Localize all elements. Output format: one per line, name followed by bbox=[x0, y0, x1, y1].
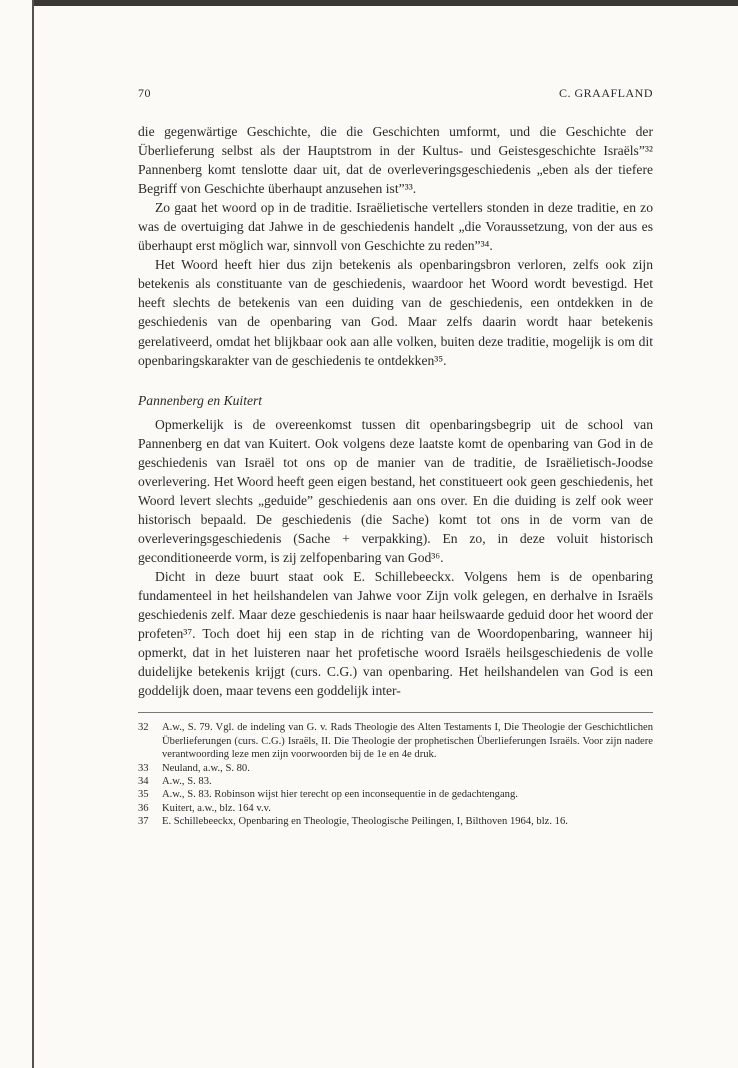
footnote bbox=[138, 721, 653, 761]
footnote bbox=[138, 815, 653, 828]
scan-edge-left bbox=[32, 0, 34, 1068]
footnote bbox=[138, 802, 653, 815]
footnote-text: Kuitert, a.w., blz. 164 v.v. bbox=[162, 802, 271, 814]
footnote-text: A.w., S. 83. bbox=[162, 775, 212, 787]
paragraph: Zo gaat het woord op in de traditie. Israëlietische vertellers stonden in deze traditie, en zo was de overtuiging dat Jahwe in de geschiedenis handelt „die Voraussetzung, von der aus es überhaupt erst möglich war, sinnvoll von Geschichte zu reden”³⁴. bbox=[138, 200, 653, 254]
footnote-number: 37 bbox=[138, 816, 149, 828]
footnote bbox=[138, 762, 653, 775]
footnote-text: A.w., S. 79. Vgl. de indeling van G. v. Rads Theologie des Alten Testaments I, Die Theologie der Geschichtlichen Überlieferungen (curs. C.G.) Israëls, II. Die Theologie der prophetischen Überlieferungen Israëls. Voor zijn nadere verantwoording leze men zijn voorwoorden bij de 1e en 4e druk. bbox=[162, 722, 653, 761]
paragraph: Dicht in deze buurt staat ook E. Schillebeeckx. Volgens hem is de openbaring fundamenteel in het heilshandelen van Jahwe voor Zijn volk gelegen, en derhalve in Israëls geschiedenis zelf. Maar deze geschiedenis is naar haar heilswaarde geduid door het woord der profeten³⁷. Toch doet hij een stap in de richting van de Woordopenbaring, wanneer hij opmerkt, dat in het luisteren naar het profetische woord Israëls heilsgeschiedenis de volle duidelijke betekenis krijgt (curs. C.G.) van openbaring. Het heilshandelen van God is een goddelijk doen, maar tevens een goddelijk inter- bbox=[138, 569, 653, 699]
footnote-text: E. Schillebeeckx, Openbaring en Theologie, Theologische Peilingen, I, Bilthoven 1964, blz. 16. bbox=[162, 816, 568, 828]
footnote-number: 33 bbox=[138, 762, 149, 774]
footnote-number: 35 bbox=[138, 789, 149, 801]
scan-edge-top bbox=[34, 0, 738, 6]
footnote-number: 32 bbox=[138, 722, 149, 734]
paragraph: die gegenwärtige Geschichte, die die Geschichten umformt, und die Geschichte der Überlieferung selbst als der Hauptstrom in der Kultus- und Geistesgeschichte Israëls”³² Pannenberg komt tenslotte daar uit, dat de overleveringsgeschiedenis „eben als der tiefere Begriff von Geschichte überhaupt anzusehen ist”³³. bbox=[138, 124, 653, 197]
footnotes bbox=[138, 721, 653, 828]
footnote-text: Neuland, a.w., S. 80. bbox=[162, 762, 250, 774]
body-text bbox=[138, 122, 653, 700]
footnote bbox=[138, 788, 653, 801]
footnote-text: A.w., S. 83. Robinson wijst hier terecht op een inconsequentie in de gedachtengang. bbox=[162, 789, 518, 801]
running-head-author: C. GRAAFLAND bbox=[558, 86, 653, 100]
page-number: 70 bbox=[138, 86, 151, 100]
book-page bbox=[138, 86, 653, 829]
footnote-number: 34 bbox=[138, 775, 149, 787]
footnote-rule bbox=[138, 712, 653, 713]
section-heading: Pannenberg en Kuitert bbox=[138, 392, 263, 408]
footnote-number: 36 bbox=[138, 802, 149, 814]
paragraph: Opmerkelijk is de overeenkomst tussen dit openbaringsbegrip uit de school van Pannenberg en dat van Kuitert. Ook volgens deze laatste komt de openbaring van God in de geschiedenis van Israël tot ons op de manier van de traditie, de Israëlietisch-Joodse overlevering. Het Woord heeft geen eigen bestand, het constitueert ook geen geschiedenis, het Woord levert slechts „geduide” geschiedenis aan ons over. En die duiding is zelf ook weer historisch bepaald. De geschiedenis (die Sache) komt tot ons in de vorm van de overleveringsgeschiedenis (Sache + verpakking). En zo, in deze voluit historisch geconditioneerde vorm, is zij zelfopenbaring van God³⁶. bbox=[138, 416, 653, 565]
running-head bbox=[138, 86, 653, 104]
footnote bbox=[138, 775, 653, 788]
paragraph: Het Woord heeft hier dus zijn betekenis als openbaringsbron verloren, zelfs ook zijn betekenis als constituante van de geschiedenis, waardoor het Woord wordt bevestigd. Het heeft slechts de betekenis van een duiding van de geschiedenis, een ontdekken in de geschiedenis van de openbaring van God. Maar zelfs daarin wordt haar betekenis gerelativeerd, omdat het blijkbaar ook aan alle volken, buiten deze traditie, mogelijk is om dit openbaringskarakter van de geschiedenis te ontdekken³⁵. bbox=[138, 257, 653, 368]
